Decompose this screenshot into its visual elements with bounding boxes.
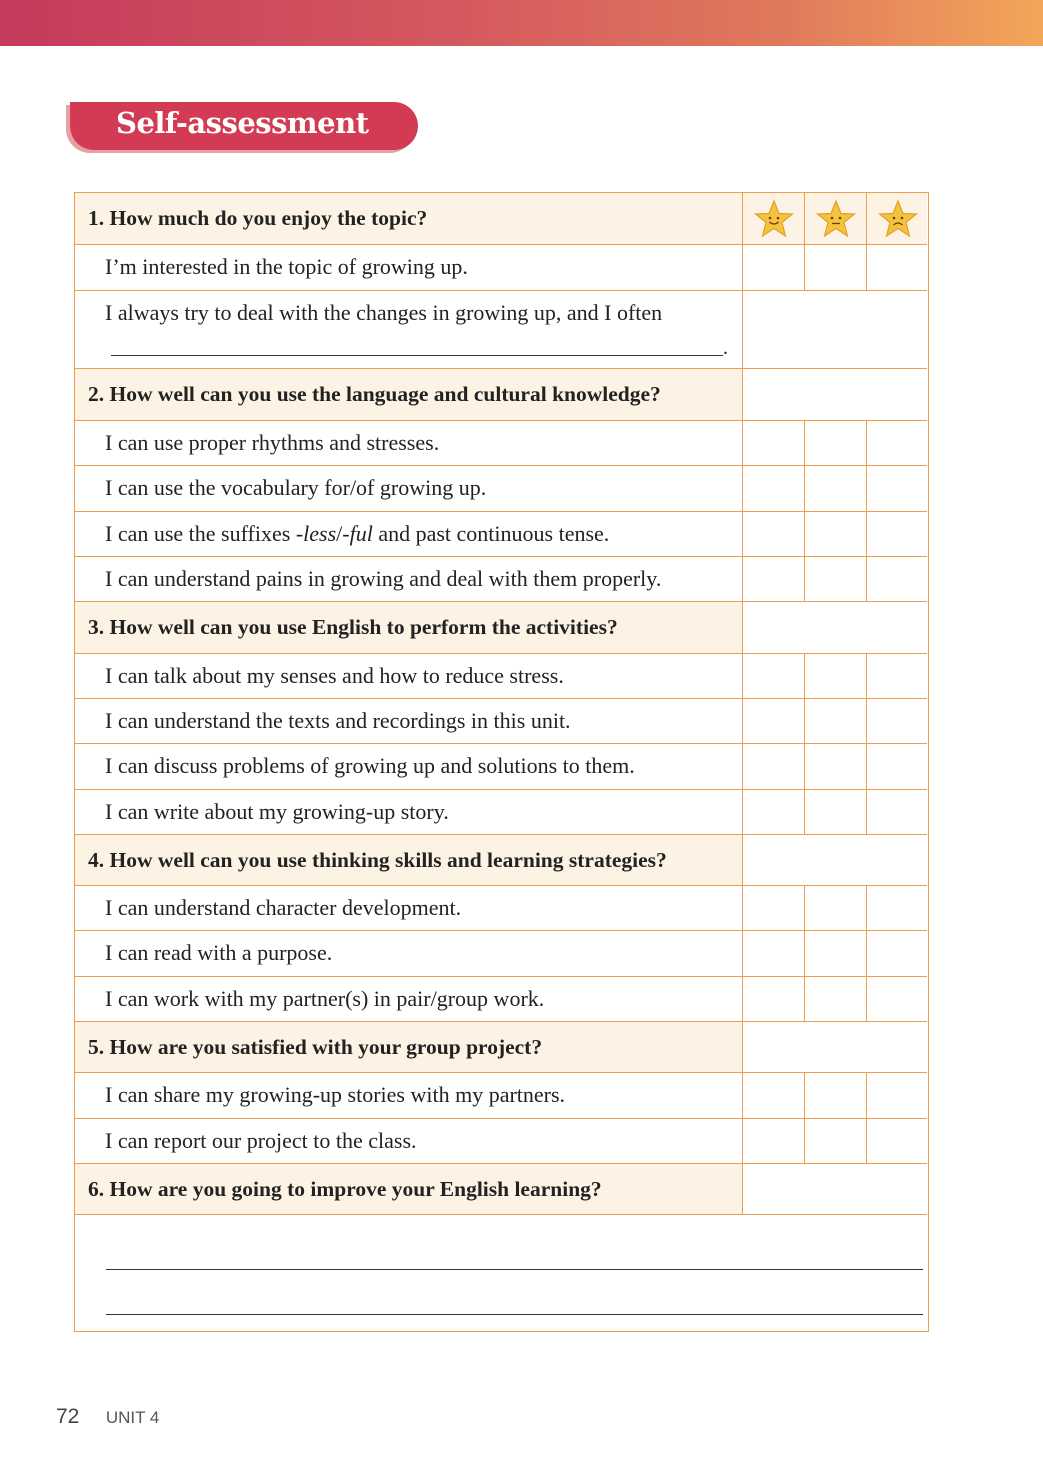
statement-row: I always try to deal with the changes in growing up, and I often .	[75, 291, 927, 369]
page-number: 72	[56, 1405, 80, 1428]
page-footer	[56, 1405, 159, 1429]
statement-row	[75, 421, 927, 466]
statement-text: I can understand character development.	[105, 895, 462, 920]
question-2-label: 2. How well can you use the language and cultural knowledge?	[88, 382, 661, 406]
question-5-label: 5. How are you satisfied with your group project?	[88, 1035, 543, 1059]
question-row-3	[75, 602, 927, 654]
statement-row	[75, 557, 927, 602]
statement-row	[75, 654, 927, 699]
statement-text: I can report our project to the class.	[105, 1128, 417, 1153]
statement-row	[75, 699, 927, 744]
statement-text: I can use the vocabulary for/of growing up.	[105, 475, 487, 500]
top-banner	[0, 0, 1043, 46]
statement-row	[75, 744, 927, 790]
statement-text: I always try to deal with the changes in growing up, and I often	[105, 300, 663, 325]
statement-text: I can talk about my senses and how to reduce stress.	[105, 663, 564, 688]
statement-text: I can discuss problems of growing up and solutions to them.	[105, 753, 635, 778]
statement-text: I can use proper rhythms and stresses.	[105, 430, 440, 455]
statement-text: I can write about my growing-up story.	[105, 799, 449, 824]
neutral-star-icon	[816, 199, 856, 239]
statement-row	[75, 1073, 927, 1119]
statement-row	[75, 245, 927, 291]
statement-text: I can read with a purpose.	[105, 940, 333, 965]
statement-text: I can work with my partner(s) in pair/group work.	[105, 986, 545, 1011]
question-row-2	[75, 369, 927, 421]
question-6-label: 6. How are you going to improve your English learning?	[88, 1177, 602, 1201]
sad-star-icon	[878, 199, 918, 239]
statement-row	[75, 931, 927, 977]
question-row-5	[75, 1022, 927, 1073]
statement-row	[75, 790, 927, 835]
question-1-label: 1. How much do you enjoy the topic?	[88, 206, 428, 230]
answer-line-2[interactable]	[106, 1314, 923, 1315]
unit-label: UNIT 4	[105, 1408, 160, 1427]
self-assessment-table	[74, 192, 929, 1332]
section-title: Self-assessment	[116, 106, 369, 140]
statement-text: I can share my growing-up stories with my partners.	[105, 1082, 566, 1107]
statement-row	[75, 466, 927, 512]
statement-row	[75, 1119, 927, 1164]
statement-text: I can use the suffixes -less/-ful and past continuous tense.	[105, 521, 610, 546]
answer-blank[interactable]	[111, 355, 723, 356]
statement-text: I can understand pains in growing and deal with them properly.	[105, 566, 662, 591]
question-row-6	[75, 1164, 927, 1215]
smiling-star-icon	[754, 199, 794, 239]
statement-row	[75, 512, 927, 557]
statement-row	[75, 886, 927, 931]
question-row-4	[75, 835, 927, 886]
section-title-badge	[70, 102, 418, 150]
answer-line-1[interactable]	[106, 1269, 923, 1270]
question-row-1	[75, 193, 927, 245]
question-4-label: 4. How well can you use thinking skills and learning strategies?	[88, 848, 667, 872]
statement-row	[75, 977, 927, 1022]
question-3-label: 3. How well can you use English to perform the activities?	[88, 615, 618, 639]
statement-text: I can understand the texts and recordings in this unit.	[105, 708, 571, 733]
statement-text: I’m interested in the topic of growing up.	[105, 254, 468, 279]
